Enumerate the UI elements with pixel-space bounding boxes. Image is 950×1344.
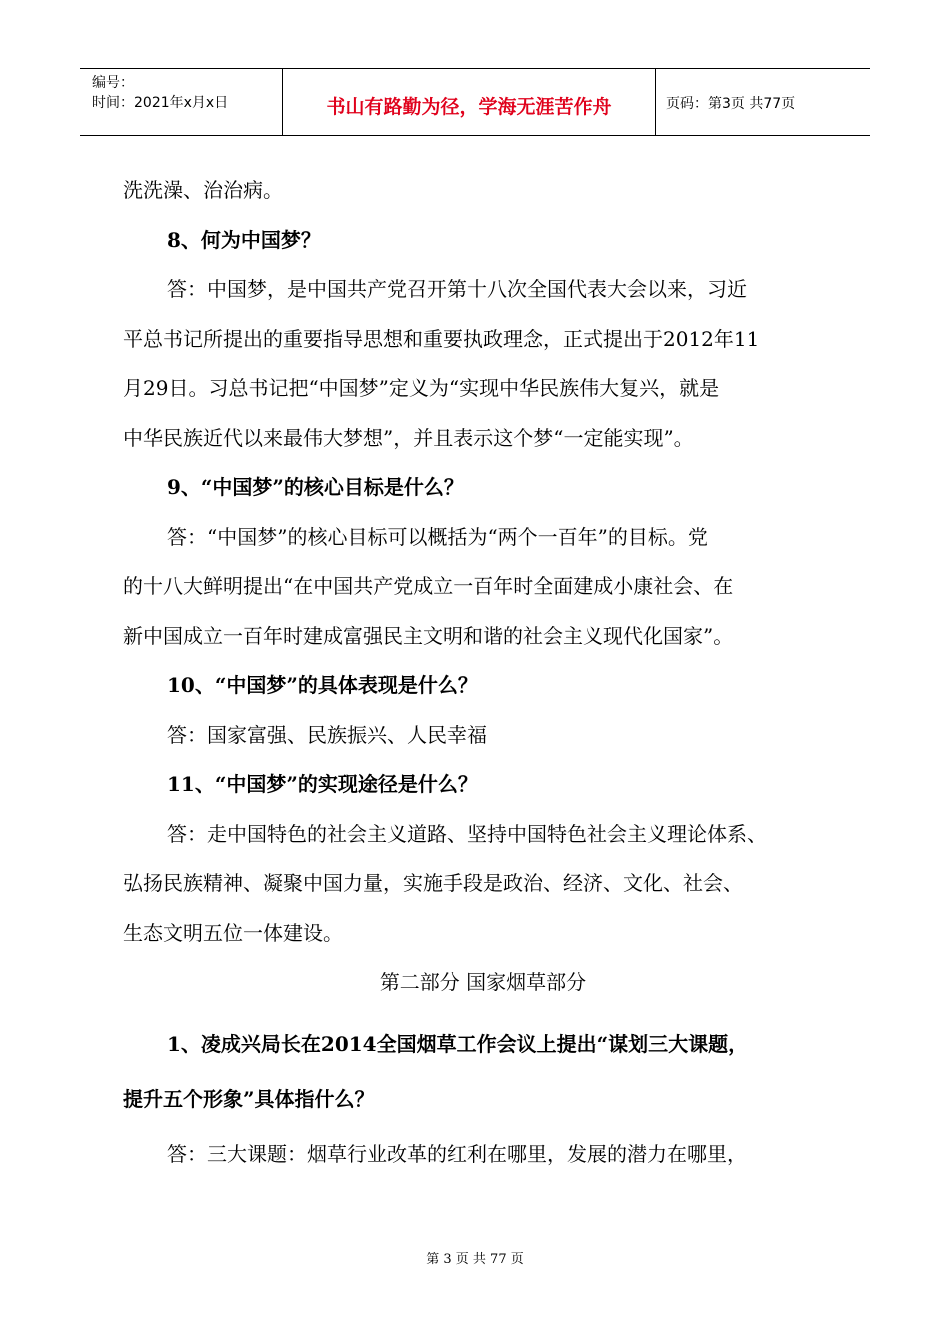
time-label: 时间：2021年x月x日: [92, 95, 229, 111]
paragraph-line: 平总书记所提出的重要指导思想和重要执政理念，正式提出于2012年11: [123, 326, 760, 351]
paragraph-line: 答：三大课题：烟草行业改革的红利在哪里，发展的潜力在哪里，: [167, 1142, 747, 1166]
page-header: [80, 68, 870, 136]
header-meta: [80, 69, 282, 135]
paragraph-line: 月29日。习总书记把“中国梦”定义为“实现中华民族伟大复兴，就是: [123, 376, 720, 400]
paragraph-line: 生态文明五位一体建设。: [123, 920, 343, 945]
paragraph-line: 弘扬民族精神、凝聚中国力量，实施手段是政治、经济、文化、社会、: [123, 871, 743, 895]
paragraph-line: 答：国家富强、民族振兴、人民幸福: [167, 722, 487, 747]
question-heading: 8、何为中国梦？: [167, 227, 321, 252]
question-heading: 1、凌成兴局长在2014全国烟草工作会议上提出“谋划三大课题，: [167, 1032, 749, 1056]
paragraph-line: 洗洗澡、治治病。: [123, 178, 283, 202]
paragraph-line: 答：“中国梦”的核心目标可以概括为“两个一百年”的目标。党: [167, 524, 708, 549]
paragraph-line: 答：中国梦，是中国共产党召开第十八次全国代表大会以来，习近: [167, 277, 747, 301]
paragraph-line: 新中国成立一百年时建成富强民主文明和谐的社会主义现代化国家”。: [123, 623, 734, 648]
page-footer: 第 3 页 共 77 页: [426, 1252, 524, 1267]
section-title: 第二部分 国家烟草部分: [379, 970, 587, 994]
question-heading: 10、“中国梦”的具体表现是什么？: [167, 673, 478, 697]
header-motto: 书山有路勤为径，学海无涯苦作舟: [282, 69, 656, 135]
document-body: [123, 170, 843, 1184]
header-page-info: 页码：第3页 共77页: [666, 96, 796, 112]
question-heading: 9、“中国梦”的核心目标是什么？: [167, 475, 464, 499]
question-heading: 提升五个形象”具体指什么？: [123, 1087, 375, 1111]
paragraph-line: 中华民族近代以来最伟大梦想”，并且表示这个梦“一定能实现”。: [123, 425, 694, 450]
paragraph-line: 答：走中国特色的社会主义道路、坚持中国特色社会主义理论体系、: [167, 821, 767, 846]
number-label: 编号：: [92, 75, 134, 91]
paragraph-line: 的十八大鲜明提出“在中国共产党成立一百年时全面建成小康社会、在: [123, 574, 734, 598]
question-heading: 11、“中国梦”的实现途径是什么？: [167, 772, 478, 796]
